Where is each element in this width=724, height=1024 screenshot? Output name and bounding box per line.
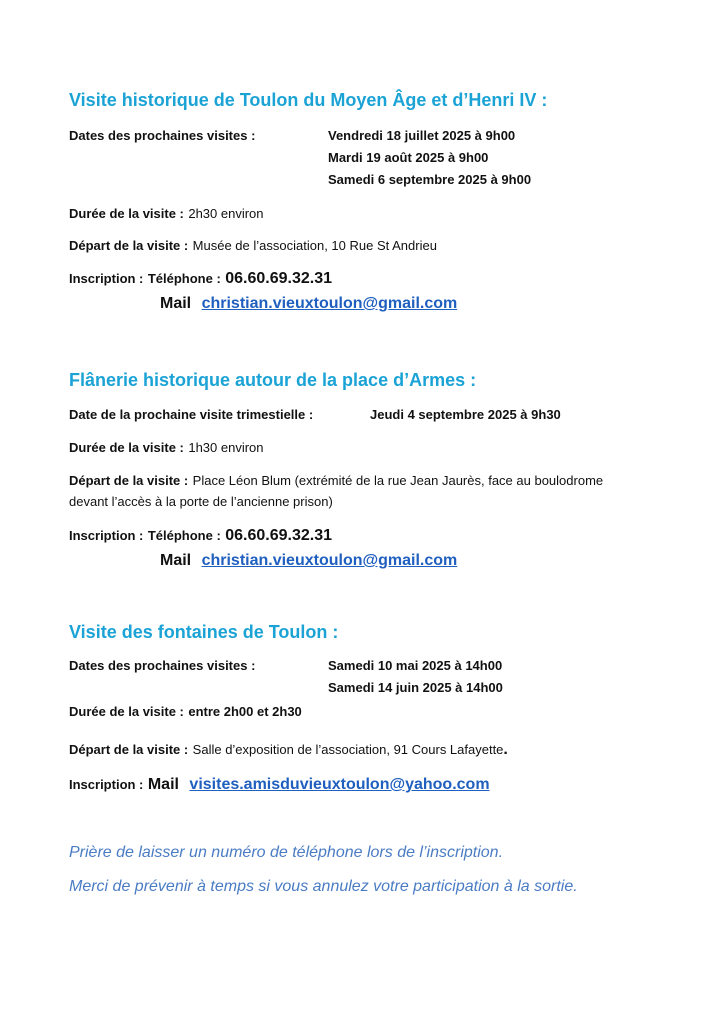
departure-label: Départ de la visite : xyxy=(69,473,189,488)
departure-label: Départ de la visite : xyxy=(69,238,189,253)
departure-line xyxy=(69,741,508,759)
email-link[interactable]: christian.vieuxtoulon@gmail.com xyxy=(201,295,458,312)
inscription-label: Inscription : xyxy=(69,528,144,543)
mail-label: Mail xyxy=(147,776,179,793)
mail-label: Mail xyxy=(160,295,192,312)
date-item: Jeudi 4 septembre 2025 à 9h30 xyxy=(370,407,561,422)
mail-line xyxy=(160,295,457,313)
duration-line xyxy=(69,703,302,721)
section-title: Visite des fontaines de Toulon : xyxy=(69,622,339,642)
departure-line xyxy=(69,470,609,512)
departure-value: Musée de l’association, 10 Rue St Andrieu xyxy=(192,238,437,253)
email-link[interactable]: christian.vieuxtoulon@gmail.com xyxy=(201,552,458,569)
mail-line xyxy=(160,552,457,570)
inscription-phone-line xyxy=(69,527,332,545)
email-link[interactable]: visites.amisduvieuxtoulon@yahoo.com xyxy=(189,776,490,793)
duration-line xyxy=(69,439,264,457)
phone-label: Téléphone : xyxy=(147,271,221,286)
inscription-label: Inscription : xyxy=(69,271,144,286)
duration-label: Durée de la visite : xyxy=(69,206,184,221)
date-item: Samedi 6 septembre 2025 à 9h00 xyxy=(328,172,532,187)
date-item: Vendredi 18 juillet 2025 à 9h00 xyxy=(328,128,516,143)
phone-value: 06.60.69.32.31 xyxy=(225,270,333,287)
note-cancel: Merci de prévenir à temps si vous annulez votre participation à la sortie. xyxy=(69,878,578,895)
duration-line xyxy=(69,205,264,223)
duration-value: 2h30 environ xyxy=(188,206,264,221)
departure-period: . xyxy=(503,741,508,758)
mail-label: Mail xyxy=(160,552,192,569)
duration-label: Durée de la visite : xyxy=(69,704,184,719)
inscription-label: Inscription : xyxy=(69,777,144,792)
dates-label: Dates des prochaines visites : xyxy=(69,658,256,673)
departure-value: Place Léon Blum (extrémité de la rue Jean Jaurès, face au boulodrome devant l’accès à la porte de l’ancienne prison) xyxy=(69,473,604,509)
inscription-phone-line xyxy=(69,270,332,288)
departure-label: Départ de la visite : xyxy=(69,742,189,757)
duration-value: 1h30 environ xyxy=(188,440,264,455)
note-phone: Prière de laisser un numéro de téléphone lors de l’inscription. xyxy=(69,844,504,861)
duration-value: entre 2h00 et 2h30 xyxy=(188,704,302,719)
section-title: Flânerie historique autour de la place d’Armes : xyxy=(69,370,477,390)
dates-label: Dates des prochaines visites : xyxy=(69,128,256,143)
dates-label: Date de la prochaine visite trimestielle : xyxy=(69,407,314,422)
phone-value: 06.60.69.32.31 xyxy=(225,527,333,544)
date-item: Samedi 14 juin 2025 à 14h00 xyxy=(328,680,503,695)
date-item: Samedi 10 mai 2025 à 14h00 xyxy=(328,658,503,673)
duration-label: Durée de la visite : xyxy=(69,440,184,455)
departure-line xyxy=(69,237,437,255)
date-item: Mardi 19 août 2025 à 9h00 xyxy=(328,150,489,165)
departure-value: Salle d’exposition de l’association, 91 Cours Lafayette xyxy=(192,742,504,757)
section-title: Visite historique de Toulon du Moyen Âge et d’Henri IV : xyxy=(69,90,548,110)
inscription-mail-line xyxy=(69,776,490,794)
phone-label: Téléphone : xyxy=(147,528,221,543)
